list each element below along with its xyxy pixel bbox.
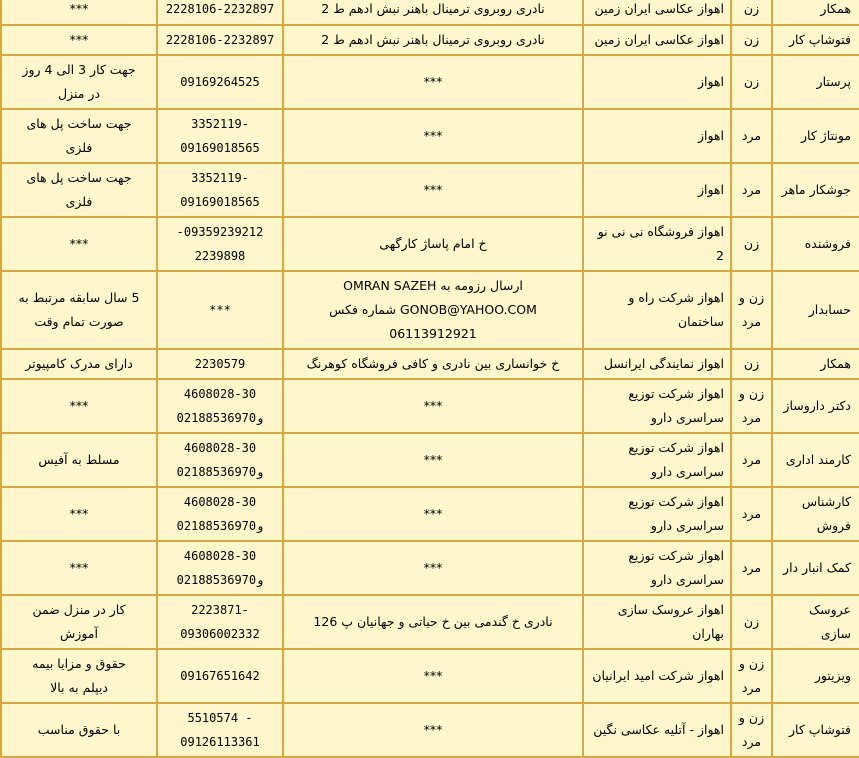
company-address-cell: اهواز نمایندگی ایرانسل [583,349,731,379]
phone-cell: 09167651642 [157,649,283,703]
location-details-cell: *** [283,487,583,541]
table-row [1,217,859,271]
gender-cell: مرد [731,487,772,541]
notes-cell: جهت ساخت پل های فلزی [1,109,157,163]
notes-cell: جهت ساخت پل های فلزی [1,163,157,217]
gender-cell: مرد [731,541,772,595]
company-address-cell: اهواز شرکت راه و ساختمان [583,271,731,349]
notes-cell: دارای مدرک کامپیوتر [1,349,157,379]
phone-cell: 2228106-2232897 [157,0,283,25]
job-title-cell: عروسک سازی [772,595,859,649]
job-title-cell: مونتاژ کار [772,109,859,163]
gender-cell: زن [731,55,772,109]
table-row [1,649,859,703]
table-row [1,349,859,379]
location-details-cell: *** [283,649,583,703]
phone-cell: 09169264525 [157,55,283,109]
phone-cell: -3352119 09169018565 [157,163,283,217]
gender-cell: زن [731,25,772,55]
location-details-cell: نادری خ گندمی بین خ حیاتی و جهانیان پ 126 [283,595,583,649]
location-details-cell: خ امام پاساژ کارگهی [283,217,583,271]
notes-cell: *** [1,541,157,595]
location-details-cell: نادری روبروی ترمینال باهنر نبش ادهم ط 2 [283,0,583,25]
phone-cell: 4608028-30 و02188536970 [157,487,283,541]
job-title-cell: ویزیتور [772,649,859,703]
job-title-cell: جوشکار ماهر [772,163,859,217]
location-details-cell: *** [283,109,583,163]
phone-cell: 4608028-30 و02188536970 [157,433,283,487]
company-address-cell: اهواز فروشگاه نی نی نو 2 [583,217,731,271]
job-title-cell: کارمند اداری [772,433,859,487]
notes-cell: حقوق و مزایا بیمه دیپلم به بالا [1,649,157,703]
gender-cell: مرد [731,433,772,487]
table-row [1,595,859,649]
table-row [1,487,859,541]
gender-cell: زن [731,595,772,649]
notes-cell: مسلط به آفیس [1,433,157,487]
location-details-cell: *** [283,55,583,109]
notes-cell: جهت کار 3 الی 4 روز در منزل [1,55,157,109]
company-address-cell: اهواز [583,109,731,163]
gender-cell: زن و مرد [731,379,772,433]
job-title-cell: همکار [772,349,859,379]
company-address-cell: اهواز عروسک سازی بهاران [583,595,731,649]
notes-cell: 5 سال سابقه مرتبط به صورت تمام وقت [1,271,157,349]
table-row [1,703,859,757]
company-address-cell: اهواز شرکت توزیع سراسری دارو [583,487,731,541]
notes-cell: *** [1,0,157,25]
table-row [1,163,859,217]
gender-cell: مرد [731,109,772,163]
phone-cell: 09359239212- 2239898 [157,217,283,271]
gender-cell: زن [731,349,772,379]
location-details-cell: *** [283,379,583,433]
table-row [1,0,859,25]
phone-cell: *** [157,271,283,349]
job-title-cell: فروشنده [772,217,859,271]
location-details-cell: خ خوانساری بین نادری و کافی فروشگاه کوهرنگ [283,349,583,379]
notes-cell: کار در منزل ضمن آموزش [1,595,157,649]
gender-cell: زن و مرد [731,649,772,703]
job-title-cell: فتوشاپ کار [772,703,859,757]
job-title-cell: کارشناس فروش [772,487,859,541]
location-details-cell: *** [283,541,583,595]
table-row [1,109,859,163]
table-row [1,55,859,109]
company-address-cell: اهواز عکاسی ایران زمین [583,0,731,25]
company-address-cell: اهواز [583,55,731,109]
location-details-cell: ارسال رزومه به OMRAN SAZEH GONOB@YAHOO.COM شماره فکس 06113912921 [283,271,583,349]
phone-cell: 2230579 [157,349,283,379]
location-details-cell: *** [283,433,583,487]
company-address-cell: اهواز شرکت توزیع سراسری دارو [583,433,731,487]
company-address-cell: اهواز شرکت توزیع سراسری دارو [583,541,731,595]
phone-cell: -3352119 09169018565 [157,109,283,163]
table-row [1,379,859,433]
job-title-cell: کمک انبار دار [772,541,859,595]
job-title-cell: همکار [772,0,859,25]
gender-cell: زن و مرد [731,703,772,757]
table-row [1,541,859,595]
phone-cell: 4608028-30 و02188536970 [157,379,283,433]
gender-cell: زن [731,217,772,271]
company-address-cell: اهواز شرکت توزیع سراسری دارو [583,379,731,433]
job-title-cell: حسابدار [772,271,859,349]
phone-cell: 4608028-30 و02188536970 [157,541,283,595]
company-address-cell: اهواز [583,163,731,217]
notes-cell: با حقوق مناسب [1,703,157,757]
gender-cell: زن [731,0,772,25]
location-details-cell: *** [283,703,583,757]
job-title-cell: دکتر داروساز [772,379,859,433]
phone-cell: 2228106-2232897 [157,25,283,55]
table-row [1,433,859,487]
notes-cell: *** [1,379,157,433]
notes-cell: *** [1,217,157,271]
company-address-cell: اهواز عکاسی ایران زمین [583,25,731,55]
job-title-cell: فتوشاپ کار [772,25,859,55]
notes-cell: *** [1,25,157,55]
notes-cell: *** [1,487,157,541]
location-details-cell: *** [283,163,583,217]
phone-cell: - 5510574 09126113361 [157,703,283,757]
job-title-cell: پرستار [772,55,859,109]
gender-cell: زن و مرد [731,271,772,349]
company-address-cell: اهواز شرکت امید ایرانیان [583,649,731,703]
job-listings-body [1,0,859,757]
table-row [1,271,859,349]
table-row [1,25,859,55]
location-details-cell: نادری روبروی ترمینال باهنر نبش ادهم ط 2 [283,25,583,55]
phone-cell: -2223871 09306002332 [157,595,283,649]
company-address-cell: اهواز - آتلیه عکاسی نگین [583,703,731,757]
gender-cell: مرد [731,163,772,217]
